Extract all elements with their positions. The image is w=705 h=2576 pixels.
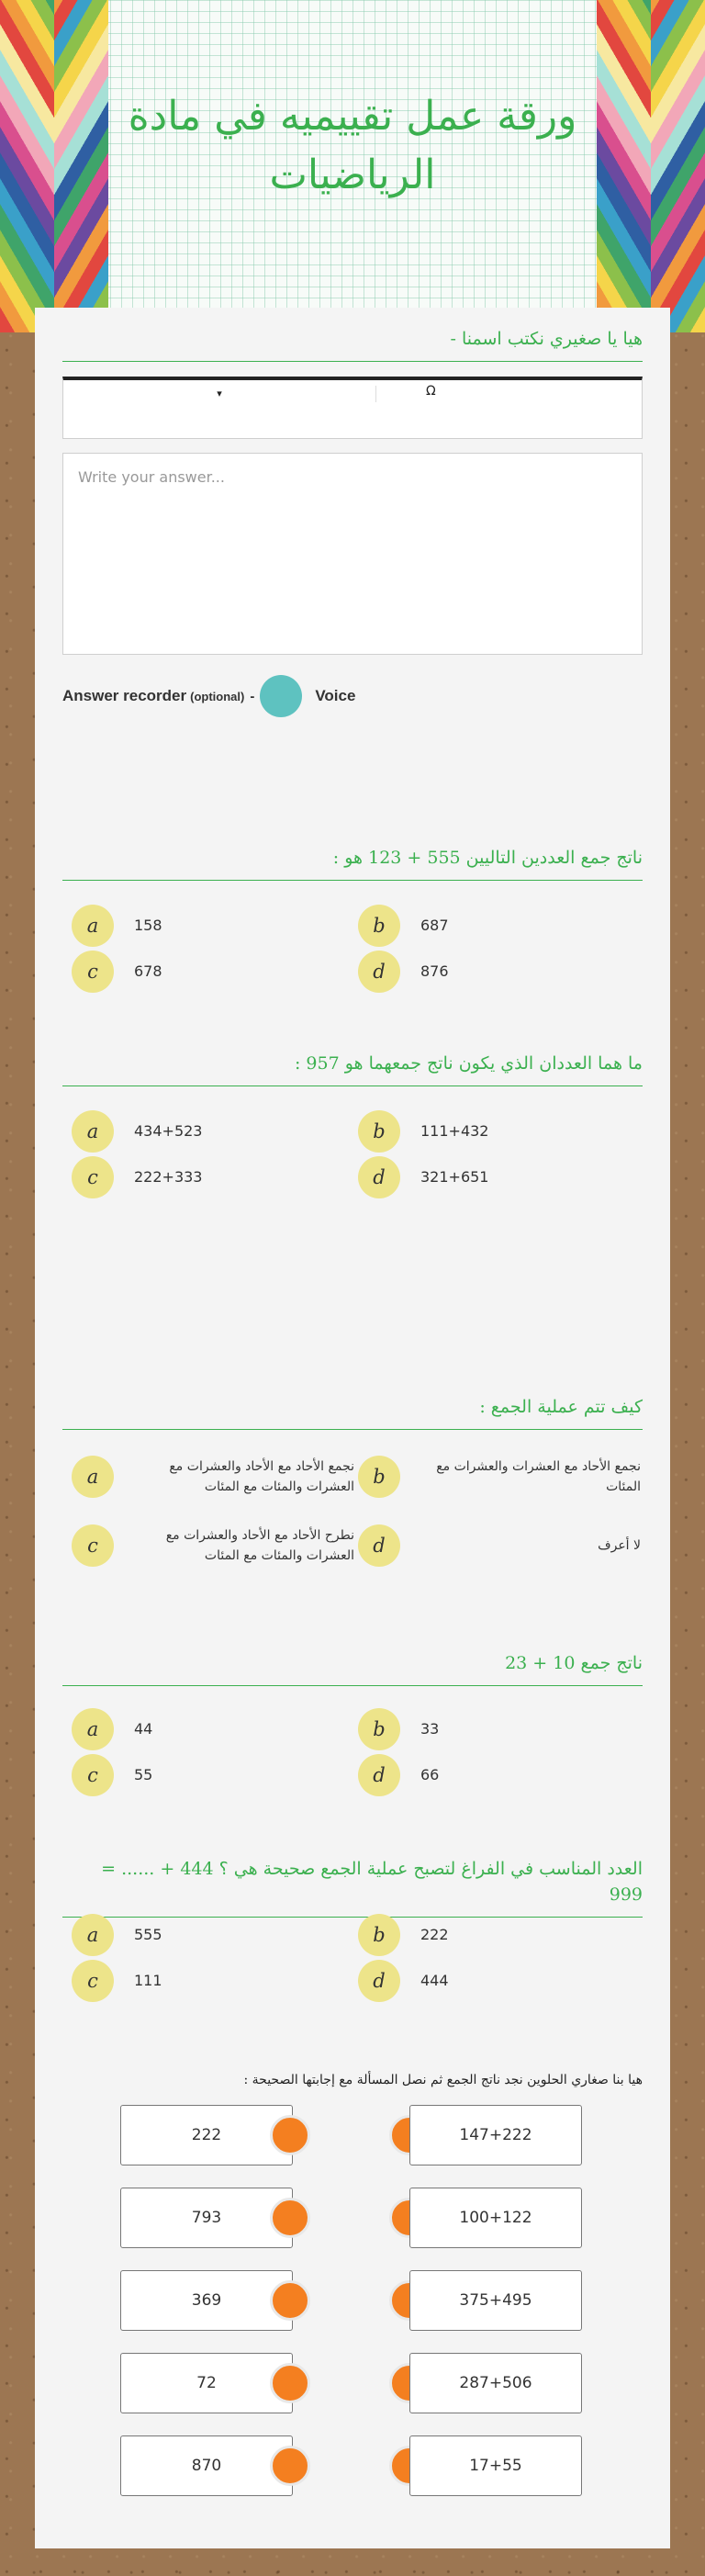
question-2-option-c[interactable]	[72, 1156, 354, 1198]
option-text: 111	[134, 1972, 162, 1989]
question-1-option-c[interactable]	[72, 951, 354, 993]
option-letter-badge: a	[72, 1914, 114, 1956]
editor-toolbar	[62, 377, 643, 439]
header-banner	[0, 0, 705, 332]
option-text: 555	[134, 1926, 162, 1943]
option-text: 434+523	[134, 1122, 203, 1140]
match-right-item[interactable]: 375+495	[409, 2270, 582, 2331]
question-3-title: كيف تتم عملية الجمع :	[62, 1394, 643, 1430]
option-text: 55	[134, 1766, 153, 1783]
option-text: 222	[420, 1926, 449, 1943]
option-letter-badge: d	[358, 1960, 400, 2002]
match-right-item[interactable]: 17+55	[409, 2435, 582, 2496]
option-letter-badge: b	[358, 1914, 400, 1956]
option-text: نجمع الأحاد مع الأحاد والعشرات مع العشرات والمئات مع المئات	[169, 1459, 354, 1494]
matching-question-title: هيا بنا صغاري الحلوين نجد ناتج الجمع ثم نصل المسألة مع إجابتها الصحيحة :	[243, 2073, 643, 2087]
option-letter-badge: c	[72, 1524, 114, 1567]
match-left-item[interactable]: 870	[120, 2435, 293, 2496]
option-letter-badge: d	[358, 1754, 400, 1796]
answer-textarea[interactable]: Write your answer...	[62, 453, 643, 655]
record-voice-button[interactable]	[260, 675, 302, 717]
question-4-option-d[interactable]	[358, 1754, 641, 1796]
question-1-title: ناتج جمع العددين التاليين 555 + 123 هو :	[62, 845, 643, 881]
question-2-option-a[interactable]	[72, 1110, 354, 1153]
option-letter-badge: d	[358, 951, 400, 993]
option-letter-badge: c	[72, 951, 114, 993]
option-text: 111+432	[420, 1122, 489, 1140]
option-letter-badge: a	[72, 905, 114, 947]
question-4-title: ناتج جمع 10 + 23	[62, 1650, 643, 1686]
question-2-option-b[interactable]	[358, 1110, 641, 1153]
match-left-item[interactable]: 222	[120, 2105, 293, 2165]
match-left-connector[interactable]	[270, 2115, 310, 2155]
question-2-title: ما هما العددان الذي يكون ناتج جمعهما هو 957 :	[62, 1051, 643, 1086]
option-text: نجمع الأحاد مع العشرات والعشرات مع المئات	[436, 1459, 641, 1494]
option-text: 876	[420, 962, 449, 980]
match-left-connector[interactable]	[270, 2446, 310, 2486]
toolbar-divider	[375, 386, 376, 402]
option-text: 444	[420, 1972, 449, 1989]
option-text: 44	[134, 1720, 153, 1738]
recorder-optional-label: (optional)	[190, 689, 245, 703]
match-left-connector[interactable]	[270, 2198, 310, 2238]
question-5-title: العدد المناسب في الفراغ لتصبح عملية الجمع صحيحة هي ؟ 444 + ...... = 999	[62, 1856, 643, 1918]
option-letter-badge: c	[72, 1960, 114, 2002]
question-1-option-a[interactable]	[72, 905, 354, 947]
option-letter-badge: b	[358, 1708, 400, 1750]
question-4-option-a[interactable]	[72, 1708, 354, 1750]
option-letter-badge: c	[72, 1754, 114, 1796]
name-question-title: هيا يا صغيري نكتب اسمنا -	[62, 326, 643, 362]
option-letter-badge: d	[358, 1524, 400, 1567]
question-3-option-c[interactable]	[72, 1524, 354, 1567]
question-5-option-d[interactable]	[358, 1960, 641, 2002]
question-1-option-b[interactable]	[358, 905, 641, 947]
option-text: 158	[134, 917, 162, 934]
question-5-option-a[interactable]	[72, 1914, 354, 1956]
match-right-item[interactable]: 287+506	[409, 2353, 582, 2413]
option-letter-badge: d	[358, 1156, 400, 1198]
option-text: 222+333	[134, 1168, 203, 1186]
question-5-option-c[interactable]	[72, 1960, 354, 2002]
match-left-connector[interactable]	[270, 2280, 310, 2321]
question-4-option-b[interactable]	[358, 1708, 641, 1750]
match-left-item[interactable]: 72	[120, 2353, 293, 2413]
option-letter-badge: b	[358, 905, 400, 947]
voice-label: Voice	[315, 687, 356, 704]
question-3-option-a[interactable]	[72, 1456, 354, 1498]
option-text: 66	[420, 1766, 440, 1783]
question-2-option-d[interactable]	[358, 1156, 641, 1198]
question-5-option-b[interactable]	[358, 1914, 641, 1956]
option-letter-badge: b	[358, 1110, 400, 1153]
question-4-option-c[interactable]	[72, 1754, 354, 1796]
option-text: 321+651	[420, 1168, 489, 1186]
match-left-item[interactable]: 369	[120, 2270, 293, 2331]
match-right-item[interactable]: 100+122	[409, 2188, 582, 2248]
option-letter-badge: c	[72, 1156, 114, 1198]
match-left-connector[interactable]	[270, 2363, 310, 2403]
format-dropdown[interactable]: ▾	[217, 387, 222, 399]
match-right-item[interactable]: 147+222	[409, 2105, 582, 2165]
option-letter-badge: a	[72, 1708, 114, 1750]
question-1-option-d[interactable]	[358, 951, 641, 993]
option-letter-badge: b	[358, 1456, 400, 1498]
option-text: 33	[420, 1720, 440, 1738]
option-text: لا أعرف	[598, 1538, 641, 1553]
option-text: نطرح الأحاد مع الأحاد والعشرات مع العشرات والمئات مع المئات	[165, 1528, 354, 1563]
question-3-option-d[interactable]	[358, 1524, 641, 1567]
option-letter-badge: a	[72, 1110, 114, 1153]
page-title: ورقة عمل تقييميه في مادة الرياضيات	[128, 93, 577, 198]
special-characters-button[interactable]: Ω	[426, 384, 436, 399]
recorder-label: Answer recorder	[62, 687, 187, 704]
question-3-option-b[interactable]	[358, 1456, 641, 1498]
option-letter-badge: a	[72, 1456, 114, 1498]
option-text: 687	[420, 917, 449, 934]
answer-recorder	[62, 675, 355, 717]
option-text: 678	[134, 962, 162, 980]
recorder-dash: -	[250, 688, 255, 704]
worksheet-card	[35, 308, 670, 2548]
match-left-item[interactable]: 793	[120, 2188, 293, 2248]
